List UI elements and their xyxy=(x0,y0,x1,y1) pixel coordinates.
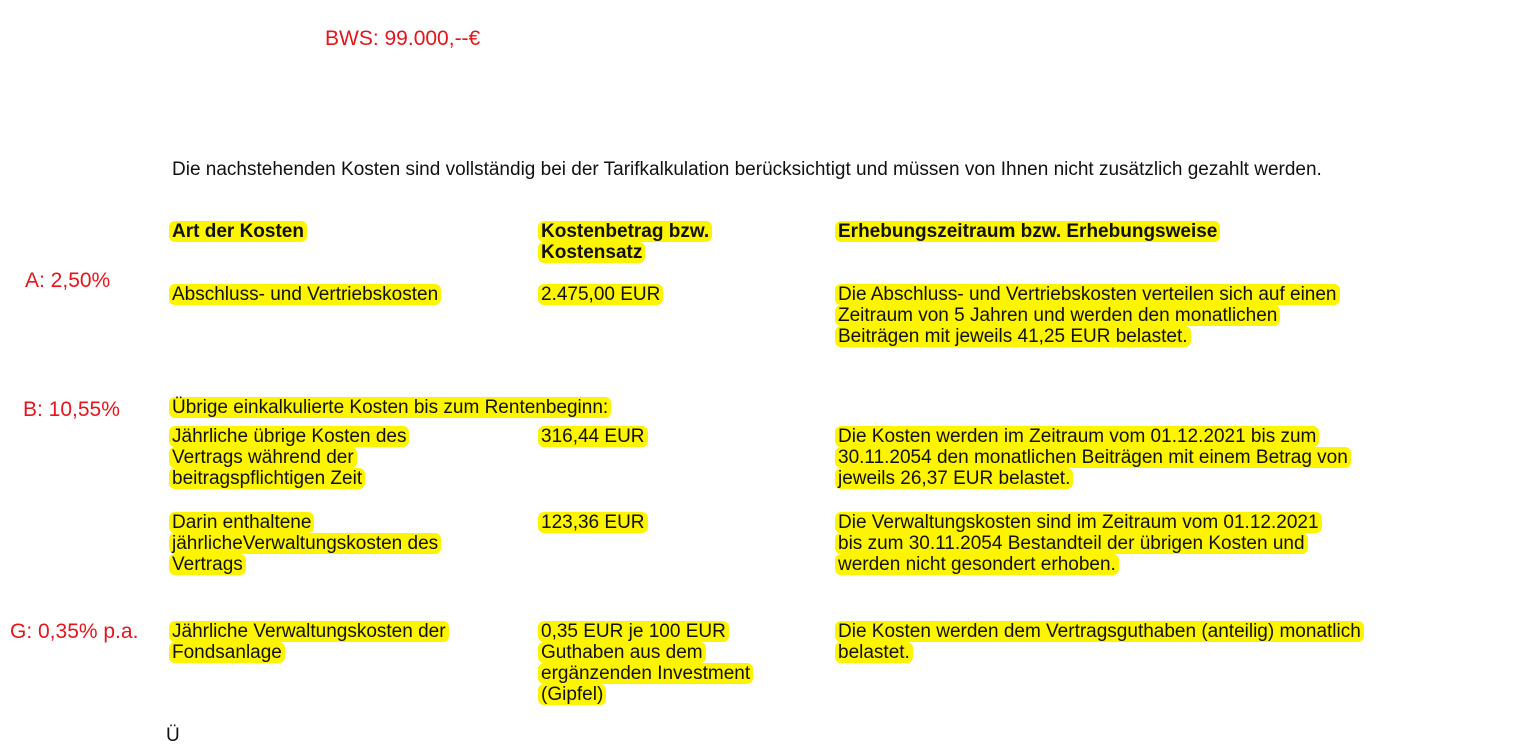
table-row-betrag xyxy=(541,426,811,447)
table-row-art xyxy=(172,512,472,575)
cell-text: Abschluss- und Vertriebskosten xyxy=(169,284,441,305)
cell-text: Die Abschluss- und Vertriebskosten verteilen sich auf einen Zeitraum von 5 Jahren und werden den monatlichen Beiträgen mit jeweils 41,25 EUR belastet. xyxy=(835,284,1340,347)
table-row-zeitraum xyxy=(838,512,1328,575)
table-row-betrag xyxy=(541,512,811,533)
header-betrag xyxy=(541,221,771,263)
table-row-betrag xyxy=(541,621,791,705)
cell-text: Die Kosten werden dem Vertragsguthaben (anteilig) monatlich belastet. xyxy=(835,621,1364,663)
table-row-betrag xyxy=(541,284,811,305)
annotation-g: G: 0,35% p.a. xyxy=(10,620,139,643)
bws-annotation: BWS: 99.000,--€ xyxy=(325,27,481,50)
table-row-zeitraum xyxy=(838,426,1368,489)
table-row-art xyxy=(172,621,532,663)
cut-off-text: Ü xyxy=(166,725,180,746)
annotation-a: A: 2,50% xyxy=(25,269,111,292)
section-label xyxy=(172,397,872,418)
cell-text: 316,44 EUR xyxy=(538,426,648,447)
header-betrag-label: Kostenbetrag bzw. Kostensatz xyxy=(538,221,712,263)
cell-text: Die Kosten werden im Zeitraum vom 01.12.2021 bis zum 30.11.2054 den monatlichen Beiträgen mit einem Betrag von jeweils 26,37 EUR belastet. xyxy=(835,426,1351,489)
annotation-b: B: 10,55% xyxy=(23,398,120,421)
cell-text: Die Verwaltungskosten sind im Zeitraum vom 01.12.2021 bis zum 30.11.2054 Bestandteil der übrigen Kosten und werden nicht gesondert erhoben. xyxy=(835,512,1322,575)
cell-text: Darin enthaltene jährlicheVerwaltungskosten des Vertrags xyxy=(169,512,441,575)
cell-text: Jährliche übrige Kosten des Vertrags während der beitragspflichtigen Zeit xyxy=(169,426,409,489)
intro-text: Die nachstehenden Kosten sind vollständig bei der Tarifkalkulation berücksichtigt und müssen von Ihnen nicht zusätzlich gezahlt werden. xyxy=(172,159,1322,180)
header-art-label: Art der Kosten xyxy=(169,221,307,242)
header-zeitraum xyxy=(838,221,1368,242)
cell-text: 2.475,00 EUR xyxy=(538,284,663,305)
cell-text: 123,36 EUR xyxy=(538,512,648,533)
table-row-art xyxy=(172,284,522,305)
table-row-zeitraum xyxy=(838,621,1368,663)
header-zeitraum-label: Erhebungszeitraum bzw. Erhebungsweise xyxy=(835,221,1220,242)
cell-text: 0,35 EUR je 100 EUR Guthaben aus dem ergänzenden Investment (Gipfel) xyxy=(538,621,753,705)
table-row-zeitraum xyxy=(838,284,1338,347)
header-art xyxy=(172,221,522,242)
table-row-art xyxy=(172,426,482,489)
cell-text: Jährliche Verwaltungskosten der Fondsanlage xyxy=(169,621,449,663)
cell-text: Übrige einkalkulierte Kosten bis zum Rentenbeginn: xyxy=(169,397,611,418)
